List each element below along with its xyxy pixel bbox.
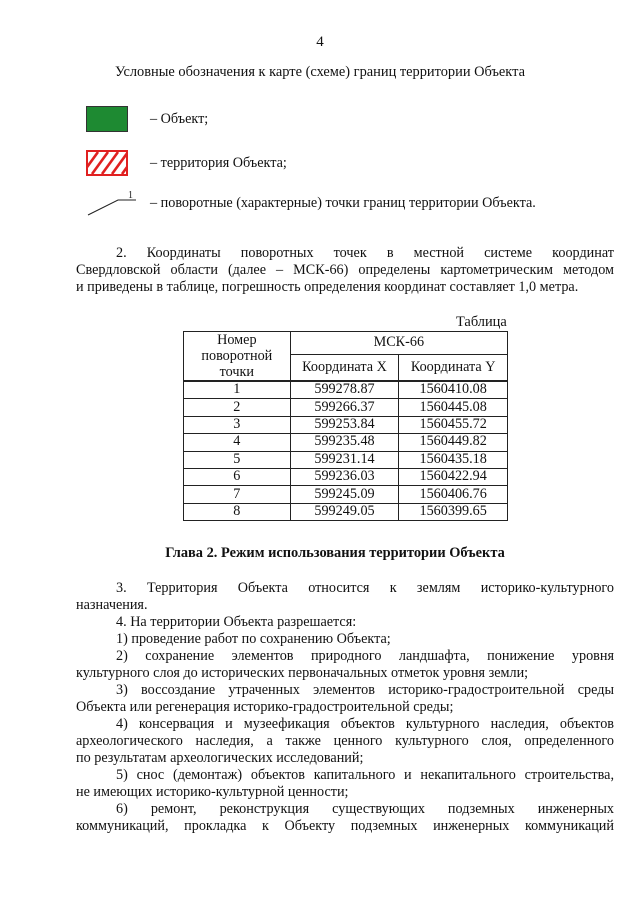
chapter-title: Глава 2. Режим использования территории Объекта bbox=[165, 545, 505, 561]
text-line: коммуникаций, прокладка к Объекту подземных инженерных коммуникаций bbox=[76, 817, 614, 834]
cell-y: 1560422.94 bbox=[399, 468, 508, 485]
table-row bbox=[184, 381, 508, 399]
coordinates-table bbox=[183, 331, 508, 521]
table-row bbox=[184, 399, 508, 416]
text-line: археологического наследия, а также ценного культурного слоя, определенного bbox=[76, 732, 614, 749]
item-4 bbox=[76, 716, 614, 767]
green-fill-swatch-icon bbox=[86, 106, 128, 132]
text-line: Свердловской области (далее – МСК-66) определены картометрическим методом bbox=[76, 261, 614, 278]
legend-row-turning-points bbox=[86, 190, 536, 216]
table-row bbox=[184, 486, 508, 503]
cell-x: 599253.84 bbox=[290, 416, 399, 433]
cell-point: 6 bbox=[184, 468, 291, 485]
header-msk66: МСК-66 bbox=[290, 332, 507, 355]
legend-label-territory: – территория Объекта; bbox=[150, 154, 287, 171]
cell-y: 1560410.08 bbox=[399, 381, 508, 399]
cell-point: 3 bbox=[184, 416, 291, 433]
cell-point: 8 bbox=[184, 503, 291, 520]
turning-point-pointer-icon bbox=[86, 190, 136, 216]
table-row bbox=[184, 468, 508, 485]
table-row bbox=[184, 503, 508, 520]
cell-x: 599245.09 bbox=[290, 486, 399, 503]
header-coordinate-x: Координата X bbox=[290, 355, 399, 382]
cell-point: 4 bbox=[184, 434, 291, 451]
cell-x: 599266.37 bbox=[290, 399, 399, 416]
text-line: 2) сохранение элементов природного ландшафта, понижение уровня bbox=[116, 648, 614, 664]
cell-point: 2 bbox=[184, 399, 291, 416]
cell-y: 1560406.76 bbox=[399, 486, 508, 503]
item-3 bbox=[76, 682, 614, 716]
paragraph-2 bbox=[76, 245, 614, 296]
cell-x: 599249.05 bbox=[290, 503, 399, 520]
red-hatch-swatch-icon bbox=[86, 150, 128, 176]
cell-point: 5 bbox=[184, 451, 291, 468]
text-line: назначения. bbox=[76, 596, 148, 613]
legend-label-object: – Объект; bbox=[150, 110, 209, 127]
table-row bbox=[184, 416, 508, 433]
text-line: 3. Территория Объекта относится к землям историко-культурного bbox=[116, 580, 614, 596]
table-row bbox=[184, 451, 508, 468]
text-line: 3) воссоздание утраченных элементов историко-градостроительной среды bbox=[116, 682, 614, 698]
item-6 bbox=[76, 801, 614, 835]
table-row bbox=[184, 434, 508, 451]
legend-title: Условные обозначения к карте (схеме) границ территории Объекта bbox=[115, 64, 525, 80]
cell-y: 1560455.72 bbox=[399, 416, 508, 433]
cell-point: 7 bbox=[184, 486, 291, 503]
text-line: культурного слоя до исторических первоначальных отметок уровня земли; bbox=[76, 664, 529, 681]
cell-point: 1 bbox=[184, 381, 291, 399]
legend-row-object bbox=[86, 106, 209, 132]
text-line: и приведены в таблице, погрешность определения координат составляет 1,0 метра. bbox=[76, 278, 579, 295]
text-line: 1) проведение работ по сохранению Объекта; bbox=[116, 631, 391, 647]
cell-x: 599235.48 bbox=[290, 434, 399, 451]
text-line: 5) снос (демонтаж) объектов капитального и некапитального строительства, bbox=[116, 767, 614, 783]
legend-row-territory bbox=[86, 150, 287, 176]
cell-y: 1560445.08 bbox=[399, 399, 508, 416]
text-line: не имеющих историко-культурной ценности; bbox=[76, 783, 349, 800]
text-line: по результатам археологических исследований; bbox=[76, 749, 364, 766]
item-2 bbox=[76, 648, 614, 682]
cell-y: 1560435.18 bbox=[399, 451, 508, 468]
item-1 bbox=[76, 631, 614, 648]
text-line: Объекта или регенерация историко-градостроительной среды; bbox=[76, 698, 454, 715]
cell-x: 599231.14 bbox=[290, 451, 399, 468]
legend-label-turning-points: – поворотные (характерные) точки границ территории Объекта. bbox=[150, 194, 536, 211]
header-point-number: Номер поворотной точки bbox=[184, 332, 291, 382]
text-line: 6) ремонт, реконструкция существующих подземных инженерных bbox=[116, 801, 614, 817]
cell-y: 1560399.65 bbox=[399, 503, 508, 520]
paragraph-3 bbox=[76, 580, 614, 614]
paragraph-4 bbox=[76, 614, 614, 631]
page-number: 4 bbox=[316, 34, 324, 50]
table-caption: Таблица bbox=[456, 314, 507, 330]
text-line: 2. Координаты поворотных точек в местной системе координат bbox=[116, 245, 614, 261]
cell-x: 599236.03 bbox=[290, 468, 399, 485]
cell-y: 1560449.82 bbox=[399, 434, 508, 451]
header-coordinate-y: Координата Y bbox=[399, 355, 508, 382]
text-line: 4. На территории Объекта разрешается: bbox=[116, 614, 357, 630]
cell-x: 599278.87 bbox=[290, 381, 399, 399]
text-line: 4) консервация и музеефикация объектов культурного наследия, объектов bbox=[116, 716, 614, 732]
turning-point-marker: 1 bbox=[128, 190, 133, 201]
item-5 bbox=[76, 767, 614, 801]
